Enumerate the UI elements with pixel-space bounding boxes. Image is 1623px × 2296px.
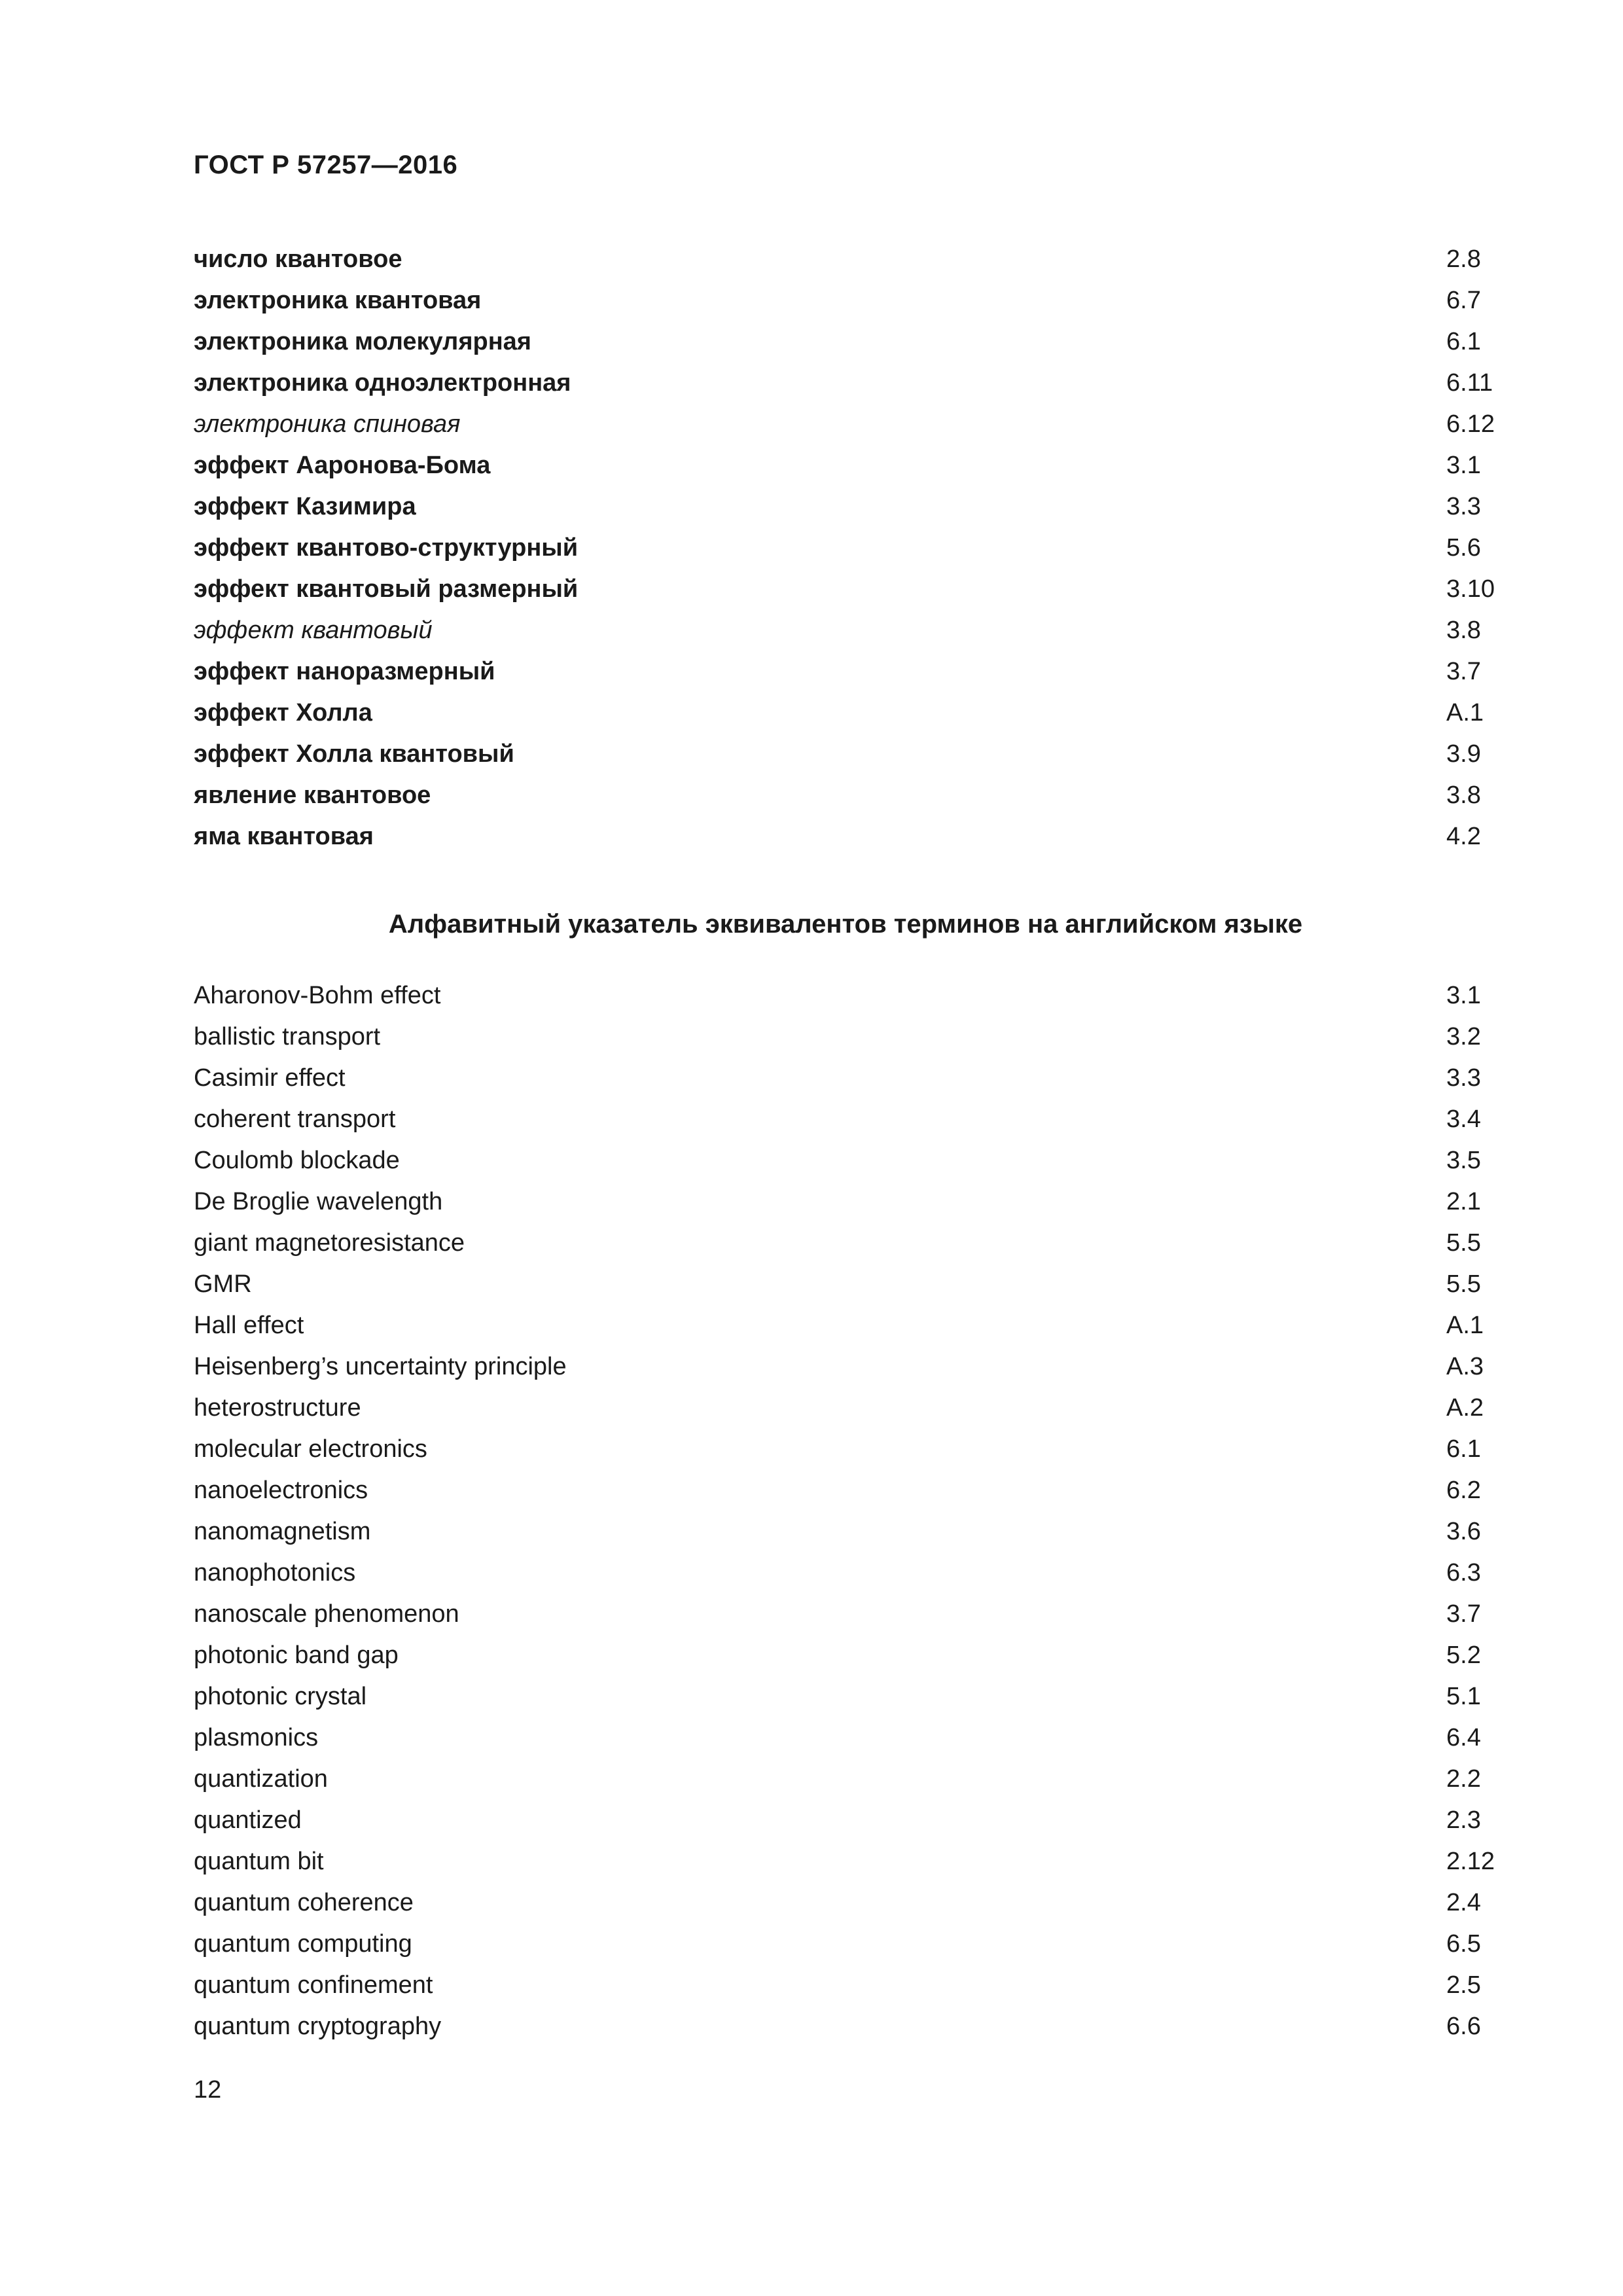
- index-entry: [194, 1058, 1497, 1099]
- index-reference-number: 5.1: [1446, 1683, 1481, 1710]
- index-reference-number: 3.8: [1446, 781, 1481, 809]
- index-term: эффект Ааронова-Бома: [194, 452, 491, 479]
- index-entry: [194, 486, 1497, 528]
- index-entry: [194, 404, 1497, 445]
- index-entry: [194, 1346, 1497, 1388]
- index-term: nanophotonics: [194, 1559, 356, 1587]
- index-term: яма квантовая: [194, 823, 374, 850]
- index-reference-number: 2.1: [1446, 1188, 1481, 1215]
- index-entry: [194, 1552, 1497, 1594]
- index-entry: [194, 1016, 1497, 1058]
- index-reference-number: 6.4: [1446, 1724, 1481, 1751]
- index-term: nanoelectronics: [194, 1477, 368, 1504]
- index-term: эффект Казимира: [194, 493, 416, 520]
- index-term: Coulomb blockade: [194, 1147, 400, 1174]
- index-term: heterostructure: [194, 1394, 361, 1422]
- index-reference-number: A.1: [1446, 1312, 1484, 1339]
- index-reference-number: 3.3: [1446, 1064, 1481, 1092]
- index-entry: [194, 1965, 1497, 2006]
- index-reference-number: 2.12: [1446, 1848, 1495, 1875]
- index-entry: [194, 1841, 1497, 1882]
- index-term: эффект квантовый: [194, 617, 433, 644]
- index-entry: [194, 1882, 1497, 1924]
- index-entry: [194, 1759, 1497, 1800]
- index-entry: [194, 280, 1497, 321]
- index-entry: [194, 734, 1497, 775]
- index-reference-number: 3.1: [1446, 452, 1481, 479]
- russian-term-index: [194, 239, 1497, 857]
- index-entry: [194, 1470, 1497, 1511]
- index-term: De Broglie wavelength: [194, 1188, 443, 1215]
- index-entry: [194, 651, 1497, 692]
- index-reference-number: А.1: [1446, 699, 1484, 726]
- index-reference-number: A.3: [1446, 1353, 1484, 1380]
- index-reference-number: 6.11: [1446, 369, 1493, 397]
- index-reference-number: 2.2: [1446, 1765, 1481, 1793]
- index-reference-number: 6.3: [1446, 1559, 1481, 1587]
- index-reference-number: 6.7: [1446, 287, 1481, 314]
- index-term: nanomagnetism: [194, 1518, 371, 1545]
- index-entry: [194, 1635, 1497, 1676]
- index-entry: [194, 692, 1497, 734]
- index-entry: [194, 1099, 1497, 1140]
- index-entry: [194, 1924, 1497, 1965]
- index-term: photonic crystal: [194, 1683, 367, 1710]
- index-term: quantum computing: [194, 1930, 412, 1958]
- document-code-header: ГОСТ Р 57257—2016: [194, 151, 458, 179]
- index-reference-number: 3.5: [1446, 1147, 1481, 1174]
- index-term: электроника квантовая: [194, 287, 482, 314]
- index-term: photonic band gap: [194, 1641, 399, 1669]
- index-term: число квантовое: [194, 245, 402, 273]
- index-term: quantum cryptography: [194, 2013, 442, 2040]
- index-reference-number: 6.6: [1446, 2013, 1481, 2040]
- index-term: электроника молекулярная: [194, 328, 531, 355]
- index-reference-number: 3.4: [1446, 1105, 1481, 1133]
- index-entry: [194, 2006, 1497, 2047]
- index-reference-number: 2.5: [1446, 1971, 1481, 1999]
- index-reference-number: 3.7: [1446, 658, 1481, 685]
- english-index-title: Алфавитный указатель эквивалентов терминов на английском языке: [388, 910, 1303, 939]
- index-reference-number: 6.2: [1446, 1477, 1481, 1504]
- index-term: явление квантовое: [194, 781, 431, 809]
- index-term: электроника одноэлектронная: [194, 369, 571, 397]
- index-entry: [194, 239, 1497, 280]
- index-entry: [194, 569, 1497, 610]
- index-term: quantum confinement: [194, 1971, 433, 1999]
- index-term: quantum bit: [194, 1848, 324, 1875]
- index-reference-number: 3.2: [1446, 1023, 1481, 1050]
- index-term: molecular electronics: [194, 1435, 427, 1463]
- index-entry: [194, 528, 1497, 569]
- index-entry: [194, 775, 1497, 816]
- index-reference-number: 3.9: [1446, 740, 1481, 768]
- index-reference-number: 3.3: [1446, 493, 1481, 520]
- index-entry: [194, 1264, 1497, 1305]
- index-reference-number: 4.2: [1446, 823, 1481, 850]
- index-reference-number: 5.5: [1446, 1270, 1481, 1298]
- index-reference-number: 6.1: [1446, 328, 1481, 355]
- index-term: quantized: [194, 1806, 302, 1834]
- index-reference-number: 6.5: [1446, 1930, 1481, 1958]
- index-term: Heisenberg’s uncertainty principle: [194, 1353, 567, 1380]
- index-term: GMR: [194, 1270, 252, 1298]
- index-entry: [194, 1676, 1497, 1717]
- index-entry: [194, 363, 1497, 404]
- index-term: ballistic transport: [194, 1023, 381, 1050]
- index-term: эффект Холла: [194, 699, 372, 726]
- index-reference-number: 6.1: [1446, 1435, 1481, 1463]
- index-reference-number: 3.10: [1446, 575, 1495, 603]
- index-reference-number: 5.6: [1446, 534, 1481, 562]
- index-term: эффект квантовый размерный: [194, 575, 579, 603]
- index-reference-number: 3.8: [1446, 617, 1481, 644]
- index-reference-number: 3.6: [1446, 1518, 1481, 1545]
- index-reference-number: 2.3: [1446, 1806, 1481, 1834]
- index-term: giant magnetoresistance: [194, 1229, 465, 1257]
- index-reference-number: 2.4: [1446, 1889, 1481, 1916]
- index-term: электроника спиновая: [194, 410, 461, 438]
- index-term: Casimir effect: [194, 1064, 346, 1092]
- index-entry: [194, 1181, 1497, 1223]
- index-term: quantum coherence: [194, 1889, 414, 1916]
- index-entry: [194, 321, 1497, 363]
- index-reference-number: 5.2: [1446, 1641, 1481, 1669]
- index-entry: [194, 1140, 1497, 1181]
- index-entry: [194, 445, 1497, 486]
- index-entry: [194, 1223, 1497, 1264]
- index-reference-number: 3.7: [1446, 1600, 1481, 1628]
- index-term: plasmonics: [194, 1724, 319, 1751]
- index-term: эффект Холла квантовый: [194, 740, 514, 768]
- index-term: эффект квантово-структурный: [194, 534, 579, 562]
- index-entry: [194, 1305, 1497, 1346]
- index-term: nanoscale phenomenon: [194, 1600, 459, 1628]
- index-term: coherent transport: [194, 1105, 396, 1133]
- index-entry: [194, 1594, 1497, 1635]
- index-term: Hall effect: [194, 1312, 304, 1339]
- index-reference-number: 5.5: [1446, 1229, 1481, 1257]
- index-reference-number: A.2: [1446, 1394, 1484, 1422]
- index-reference-number: 2.8: [1446, 245, 1481, 273]
- page-number: 12: [194, 2076, 222, 2104]
- index-term: эффект наноразмерный: [194, 658, 495, 685]
- english-term-index: [194, 975, 1497, 2047]
- index-entry: [194, 816, 1497, 857]
- index-entry: [194, 610, 1497, 651]
- index-entry: [194, 1511, 1497, 1552]
- index-entry: [194, 1388, 1497, 1429]
- index-reference-number: 6.12: [1446, 410, 1495, 438]
- index-term: Aharonov-Bohm effect: [194, 982, 441, 1009]
- index-term: quantization: [194, 1765, 328, 1793]
- index-entry: [194, 1717, 1497, 1759]
- index-entry: [194, 1800, 1497, 1841]
- index-reference-number: 3.1: [1446, 982, 1481, 1009]
- index-entry: [194, 1429, 1497, 1470]
- index-entry: [194, 975, 1497, 1016]
